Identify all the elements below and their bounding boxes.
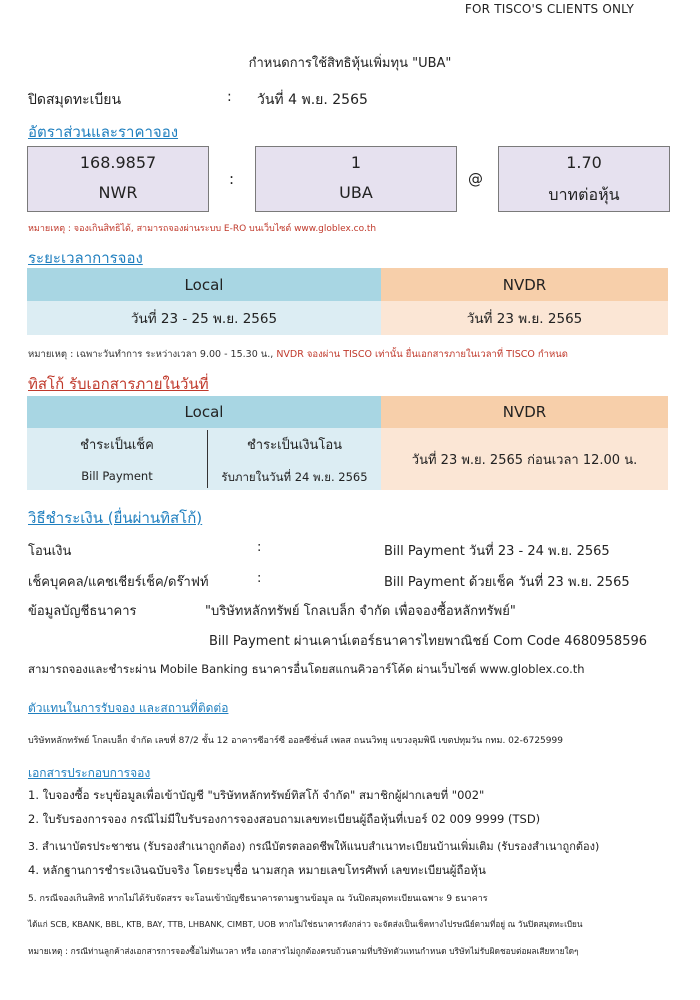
price-value: 1.70 xyxy=(566,153,602,172)
period-local-value: วันที่ 23 - 25 พ.ย. 2565 xyxy=(27,301,381,335)
transfer-method-colon: : xyxy=(257,540,262,555)
bank-account-name: "บริษัทหลักทรัพย์ โกลเบล็ก จำกัด เพื่อจองซื้อหลักทรัพย์" xyxy=(205,604,516,619)
price-unit: บาทต่อหุ้น xyxy=(548,185,620,204)
cheque-label: ชำระเป็นเช็ค xyxy=(80,438,154,453)
doc-item-4: 4. หลักฐานการชำระเงินฉบับจริง โดยระบุชื่อ นามสกุล หมายเลขโทรศัพท์ เลขทะเบียนผู้ถือหุ้น xyxy=(28,863,486,877)
ratio-separator: : xyxy=(229,170,235,188)
transfer-method-label: โอนเงิน xyxy=(28,544,72,559)
bill-payment-info: Bill Payment ผ่านเคาน์เตอร์ธนาคารไทยพาณิชย์ Com Code 4680958596 xyxy=(209,634,648,649)
clients-only-banner: FOR TISCO'S CLIENTS ONLY xyxy=(464,2,634,16)
submit-nvdr-value: วันที่ 23 พ.ย. 2565 ก่อนเวลา 12.00 น. xyxy=(381,428,668,490)
ratio-nwr-symbol: NWR xyxy=(98,183,138,202)
cheque-value: Bill Payment xyxy=(81,469,153,483)
cheque-method-label: เช็คบุคคล/แคชเชียร์เช็ค/ดร๊าฟท์ xyxy=(28,575,209,590)
agent-address: บริษัทหลักทรัพย์ โกลเบล็ก จำกัด เลขที่ 87/2 ชั้น 12 อาคารซีอาร์ซี ออลซีซั่นส์ เพลส ถนนวิทยุ แขวงลุมพินี เขตปทุมวัน กทม. 02-6725999 xyxy=(28,736,563,746)
doc-item-1: 1. ใบจองซื้อ ระบุข้อมูลเพื่อเข้าบัญชี "บริษัทหลักทรัพย์ทิสโก้ จำกัด" สมาชิกผู้ฝากเลขที่ "002" xyxy=(28,788,485,802)
doc-item-2: 2. ใบรับรองการจอง กรณีไม่มีใบรับรองการจองสอบถามเลขทะเบียนผู้ถือหุ้นที่เบอร์ 02 009 9999 (TSD) xyxy=(28,812,541,826)
ratio-uba-value: 1 xyxy=(350,153,362,172)
transfer-value: รับภายในวันที่ 24 พ.ย. 2565 xyxy=(221,470,368,484)
payment-heading: วิธีชำระเงิน (ยื่นผ่านทิสโก้) xyxy=(28,509,203,527)
final-note: หมายเหตุ : กรณีท่านลูกค้าส่งเอกสารการจองซื้อไม่ทันเวลา หรือ เอกสารไม่ถูกต้องครบถ้วนตามที่บริษัทตัวแทนกำหนด บริษัทไม่รับผิดชอบต่อผลเสียหายใดๆ xyxy=(28,946,579,956)
period-note-text: หมายเหตุ : เฉพาะวันทำการ ระหว่างเวลา 9.00 - 15.30 น., xyxy=(28,349,277,360)
period-note xyxy=(28,347,568,362)
doc-item-5-line1: 5. กรณีจองเกินสิทธิ หากไม่ได้รับจัดสรร จะโอนเข้าบัญชีธนาคารตามฐานข้อมูล ณ วันปิดสมุดทะเบียนเฉพาะ 9 ธนาคาร xyxy=(28,894,488,904)
cheque-method-value: Bill Payment ด้วยเช็ค วันที่ 23 พ.ย. 2565 xyxy=(384,575,630,590)
period-heading: ระยะเวลาการจอง xyxy=(28,249,143,267)
ratio-box-uba xyxy=(255,146,457,212)
ratio-note: หมายเหตุ : จองเกินสิทธิได้, สามารถจองผ่านระบบ E-RO บนเว็บไซต์ www.globlex.co.th xyxy=(28,224,377,234)
ratio-box-nwr xyxy=(27,146,209,212)
record-date-label: ปิดสมุดทะเบียน xyxy=(28,92,122,108)
period-note-nvdr: NVDR จองผ่าน TISCO เท่านั้น ยื่นเอกสารภายในเวลาที่ TISCO กำหนด xyxy=(276,349,568,360)
record-date-colon: : xyxy=(227,89,232,105)
submit-local-header: Local xyxy=(27,396,381,428)
doc-item-5-line2: ได้แก่ SCB, KBANK, BBL, KTB, BAY, TTB, LHBANK, CIMBT, UOB หากไม่ใช่ธนาคารดังกล่าว จะจัดส่งเป็นเช็คทางไปรษณีย์ตามที่อยู่ ณ วันปิดสมุดทะเบียน xyxy=(28,919,583,929)
transfer-method-value: Bill Payment วันที่ 23 - 24 พ.ย. 2565 xyxy=(384,544,610,559)
period-nvdr-header: NVDR xyxy=(381,268,668,301)
submit-heading: ทิสโก้ รับเอกสารภายในวันที่ xyxy=(28,375,209,393)
ratio-uba-symbol: UBA xyxy=(339,183,373,202)
doc-item-3: 3. สำเนาบัตรประชาชน (รับรองสำเนาถูกต้อง) กรณีบัตรตลอดชีพให้แนบสำเนาทะเบียนบ้านเพิ่มเติม (รับรองสำเนาถูกต้อง) xyxy=(28,840,600,853)
price-box xyxy=(498,146,670,212)
docs-heading: เอกสารประกอบการจอง xyxy=(28,766,151,780)
submit-nvdr-header: NVDR xyxy=(381,396,668,428)
bank-info-label: ข้อมูลบัญชีธนาคาร xyxy=(28,604,137,619)
price-at-symbol: @ xyxy=(468,170,483,188)
ratio-heading: อัตราส่วนและราคาจอง xyxy=(28,123,179,141)
ratio-nwr-value: 168.9857 xyxy=(79,153,157,172)
mobile-banking-note: สามารถจองและชำระผ่าน Mobile Banking ธนาคารอื่นโดยสแกนคิวอาร์โค้ด ผ่านเว็บไซต์ www.globlex.co.th xyxy=(28,662,585,676)
period-local-header: Local xyxy=(27,268,381,301)
cheque-method-colon: : xyxy=(257,571,262,586)
record-date-value: วันที่ 4 พ.ย. 2565 xyxy=(257,92,368,108)
document-title: กำหนดการใช้สิทธิหุ้นเพิ่มทุน "UBA" xyxy=(248,56,452,71)
transfer-label: ชำระเป็นเงินโอน xyxy=(246,438,343,453)
agent-heading: ตัวแทนในการรับจอง และสถานที่ติดต่อ xyxy=(28,701,229,715)
period-nvdr-value: วันที่ 23 พ.ย. 2565 xyxy=(381,301,668,335)
